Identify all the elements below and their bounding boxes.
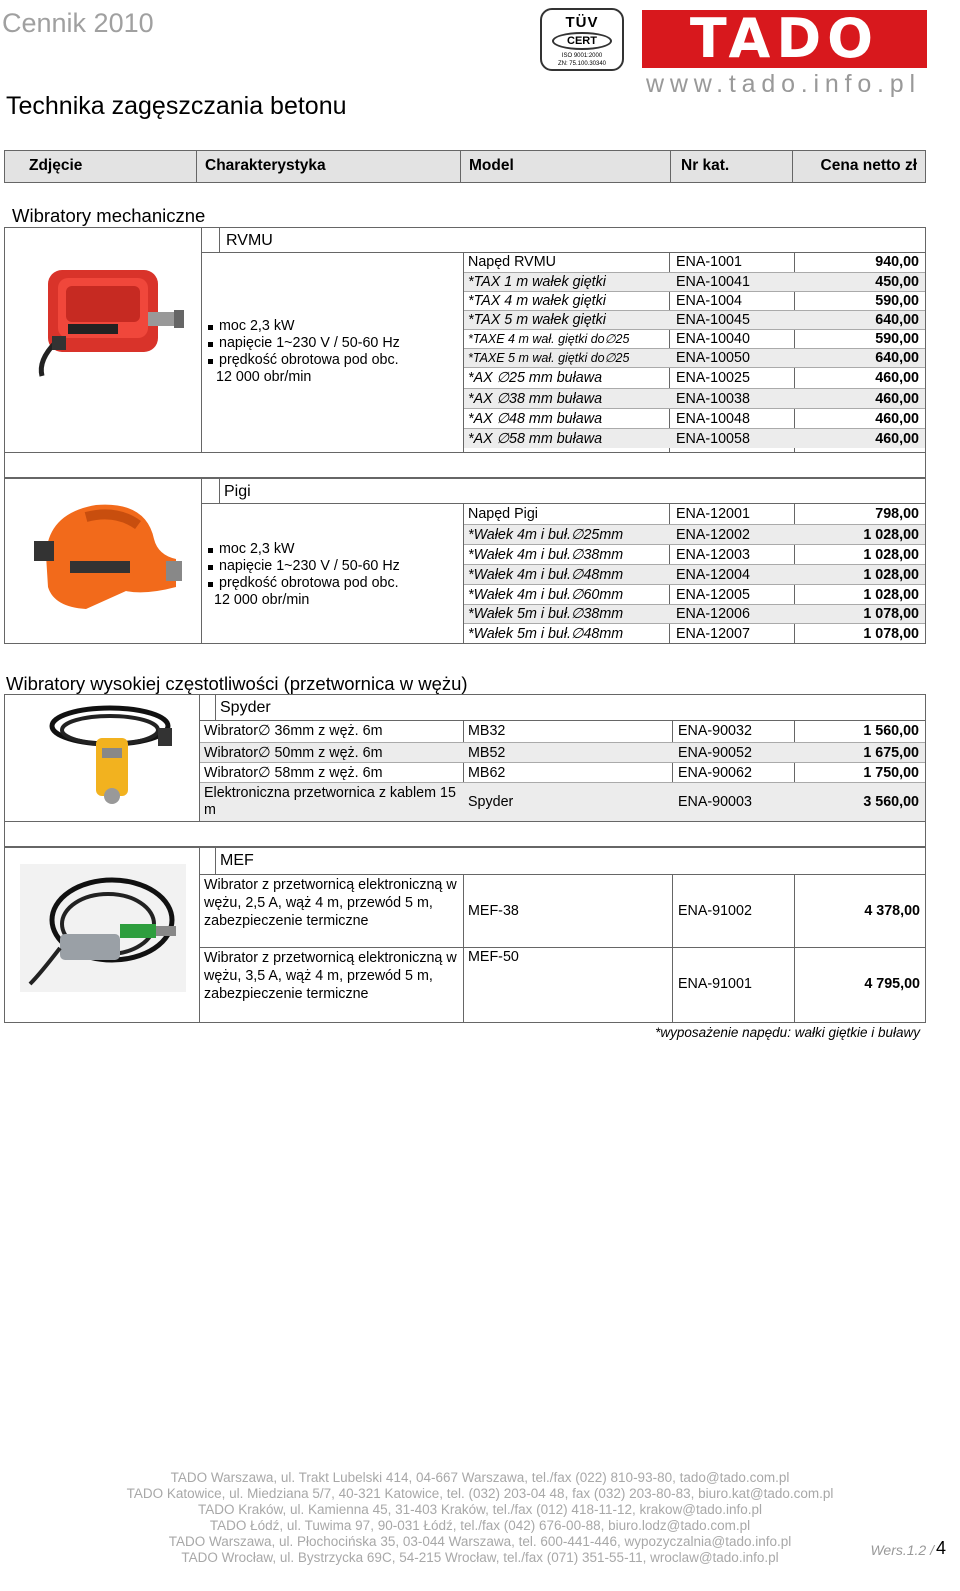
price-cell: 1 750,00 (863, 765, 919, 781)
model-cell: *Wałek 4m i buł.∅48mm (468, 567, 624, 583)
table-row (464, 408, 925, 428)
catalog-cell: ENA-90062 (678, 765, 752, 781)
table-row (464, 291, 925, 310)
model-cell: *Wałek 5m i buł.∅38mm (468, 606, 624, 622)
table-row (464, 329, 925, 348)
model-cell: *Wałek 4m i buł.∅60mm (468, 587, 624, 603)
catalog-cell: ENA-12006 (676, 606, 750, 622)
table-row (200, 782, 925, 821)
table-row (200, 742, 925, 762)
version-label: Wers.1.2 / (870, 1542, 934, 1558)
description-cell: Wibrator∅ 36mm z węż. 6m (204, 723, 383, 739)
model-cell: *Wałek 5m i buł.∅48mm (468, 626, 624, 642)
price-cell: 1 028,00 (863, 527, 919, 543)
catalog-cell: ENA-12004 (676, 567, 750, 583)
spacer-row (4, 452, 926, 478)
table-row (464, 253, 925, 272)
catalog-cell: ENA-12005 (676, 587, 750, 603)
tuv-iso: ISO 9001:2000 ZN: 75.100.30340 (557, 53, 607, 67)
price-cell: 1 078,00 (863, 606, 919, 622)
price-cell: 590,00 (875, 293, 919, 309)
catalog-cell: ENA-12002 (676, 527, 750, 543)
price-cell: 460,00 (875, 391, 919, 407)
model-cell: Napęd Pigi (468, 506, 538, 522)
table-row (464, 604, 925, 623)
table-row (464, 272, 925, 291)
description-cell: Wibrator∅ 50mm z węż. 6m (204, 745, 383, 761)
footer-line: TADO Warszawa, ul. Płochocińska 35, 03-044 Warszawa, tel. 600-441-446, wypozyczalnia@tado.info.pl (168, 1534, 792, 1549)
catalog-cell: ENA-10050 (676, 350, 750, 366)
model-cell: *TAXE 4 m wał. giętki do∅25 (468, 332, 630, 346)
table-row (200, 762, 925, 782)
catalog-cell: ENA-90032 (678, 723, 752, 739)
col-characteristics: Charakterystyka (197, 151, 461, 182)
price-cell: 1 028,00 (863, 567, 919, 583)
catalog-cell: ENA-10038 (676, 391, 750, 407)
footer-line: TADO Kraków, ul. Kamienna 45, 31-403 Kraków, tel./fax (012) 418-11-12, krakow@tado.info.pl (198, 1502, 762, 1517)
mef-50-price: 4 795,00 (864, 976, 920, 992)
price-cell: 1 675,00 (863, 745, 919, 761)
footer-line: TADO Wrocław, ul. Bystrzycka 69C, 54-215 Wrocław, tel./fax (071) 351-55-11, wroclaw@tado.info.pl (181, 1550, 779, 1565)
tado-logo (642, 7, 927, 70)
tuv-cert: CERT (552, 32, 612, 50)
price-list-year: Cennik 2010 (2, 8, 154, 38)
price-cell: 798,00 (875, 506, 919, 522)
page-title: Technika zagęszczania betonu (6, 92, 347, 120)
col-photo: Zdjęcie (5, 151, 197, 182)
footnote: *wyposażenie napędu: wałki giętkie i buławy (655, 1025, 920, 1040)
pigi-label: Pigi (224, 483, 251, 500)
model-cell: *TAX 5 m wałek giętki (468, 312, 606, 328)
catalog-cell: ENA-1001 (676, 254, 742, 270)
price-cell: 640,00 (875, 350, 919, 366)
model-cell: MB32 (468, 723, 506, 739)
mef-38-model: MEF-38 (468, 903, 519, 919)
mef-50-model: MEF-50 (468, 949, 519, 965)
tuv-name: TÜV (565, 14, 599, 31)
brand-name: TADO (689, 7, 880, 70)
pigi-feature-rpm: 12 000 obr/min (214, 592, 310, 608)
table-row (464, 310, 925, 329)
table-row (464, 524, 925, 544)
catalog-cell: ENA-10040 (676, 331, 750, 347)
model-cell: MB62 (468, 765, 506, 781)
price-cell: 940,00 (875, 254, 919, 270)
col-model: Model (461, 151, 671, 182)
table-row (464, 584, 925, 604)
catalog-cell: ENA-12001 (676, 506, 750, 522)
description-cell: Wibrator∅ 58mm z węż. 6m (204, 765, 383, 781)
price-cell: 3 560,00 (863, 794, 919, 810)
col-net-price: Cena netto zł (820, 157, 917, 174)
model-cell: MB52 (468, 745, 506, 761)
mef-38-price: 4 378,00 (864, 903, 920, 919)
price-cell: 1 078,00 (863, 626, 919, 642)
rvmu-feature-rpm: 12 000 obr/min (216, 369, 312, 385)
table-row (464, 388, 925, 408)
catalog-cell: ENA-10058 (676, 431, 750, 447)
table-row (464, 428, 925, 448)
model-cell: *AX ∅48 mm buława (468, 411, 603, 427)
model-cell: Spyder (468, 794, 514, 810)
model-cell: *Wałek 4m i buł.∅38mm (468, 547, 624, 563)
mef-50-desc: Wibrator z przetwornicą elektroniczną w wężu, 3,5 A, wąż 4 m, przewód 5 m, zabezpieczenie termiczne (204, 950, 457, 1002)
catalog-cell: ENA-10048 (676, 411, 750, 427)
mef-38-catalog: ENA-91002 (678, 903, 752, 919)
footer-addresses (0, 1470, 960, 1566)
pigi-features (206, 541, 456, 592)
feature-item: napięcie 1~230 V / 50-60 Hz (206, 335, 456, 352)
spyder-vibrator-photo (40, 698, 180, 810)
website-link[interactable]: www.tado.info.pl (646, 70, 921, 98)
col-catalog-no: Nr kat. (671, 151, 793, 182)
column-header-row (4, 150, 926, 183)
table-row (464, 564, 925, 584)
table-row (464, 367, 925, 388)
mef-50-catalog: ENA-91001 (678, 976, 752, 992)
description-cell: Elektroniczna przetwornica z kablem 15 m (204, 785, 456, 818)
table-row (464, 544, 925, 564)
price-cell: 590,00 (875, 331, 919, 347)
catalog-cell: ENA-10041 (676, 274, 750, 290)
feature-item: moc 2,3 kW (206, 541, 456, 558)
feature-item: moc 2,3 kW (206, 318, 456, 335)
pigi-vibrator-photo (26, 495, 186, 615)
page-number: 4 (935, 1538, 946, 1558)
model-cell: *AX ∅58 mm buława (468, 431, 603, 447)
footer-line: TADO Warszawa, ul. Trakt Lubelski 414, 04-667 Warszawa, tel./fax (022) 810-93-80, tado@tado.com.pl (170, 1470, 790, 1485)
mef-38-desc: Wibrator z przetwornicą elektroniczną w wężu, 2,5 A, wąż 4 m, przewód 5 m, zabezpieczenie termiczne (204, 877, 457, 929)
catalog-cell: ENA-90052 (678, 745, 752, 761)
mef-vibrator-photo (20, 864, 186, 992)
price-cell: 450,00 (875, 274, 919, 290)
model-cell: *AX ∅38 mm buława (468, 391, 603, 407)
model-cell: *AX ∅25 mm buława (468, 370, 603, 386)
feature-item: napięcie 1~230 V / 50-60 Hz (206, 558, 456, 575)
catalog-cell: ENA-12003 (676, 547, 750, 563)
footer-line: TADO Katowice, ul. Miedziana 5/7, 40-321 Katowice, tel. (032) 203-04 48, fax (032) 203-80-83, biuro.kat@tado.com.pl (126, 1486, 834, 1501)
table-row (464, 504, 925, 524)
table-row (464, 348, 925, 367)
price-cell: 460,00 (875, 370, 919, 386)
spyder-label: Spyder (220, 699, 271, 716)
catalog-cell: ENA-12007 (676, 626, 750, 642)
model-cell: *Wałek 4m i buł.∅25mm (468, 527, 624, 543)
price-cell: 640,00 (875, 312, 919, 328)
catalog-cell: ENA-10025 (676, 370, 750, 386)
mef-label: MEF (220, 852, 254, 869)
table-row (200, 721, 925, 742)
catalog-cell: ENA-1004 (676, 293, 742, 309)
price-cell: 1 028,00 (863, 587, 919, 603)
model-cell: *TAX 1 m wałek giętki (468, 274, 606, 290)
model-cell: *TAXE 5 m wał. giętki do∅25 (468, 351, 630, 365)
feature-item: prędkość obrotowa pod obc. (206, 352, 456, 369)
section-title-mechanical: Wibratory mechaniczne (12, 205, 206, 226)
spacer-row (4, 821, 926, 847)
price-cell: 460,00 (875, 411, 919, 427)
feature-item: prędkość obrotowa pod obc. (206, 575, 456, 592)
price-cell: 1 028,00 (863, 547, 919, 563)
price-cell: 1 560,00 (863, 723, 919, 739)
footer-line: TADO Łódź, ul. Tuwima 97, 90-031 Łódź, tel./fax (042) 676-00-88, biuro.lodz@tado.com.pl (209, 1518, 751, 1533)
model-cell: Napęd RVMU (468, 254, 556, 270)
catalog-cell: ENA-10045 (676, 312, 750, 328)
model-cell: *TAX 4 m wałek giętki (468, 293, 606, 309)
rvmu-label: RVMU (226, 232, 273, 249)
table-row (464, 623, 925, 643)
rvmu-vibrator-photo (28, 250, 190, 380)
catalog-cell: ENA-90003 (678, 794, 752, 810)
rvmu-features (206, 318, 456, 369)
section-title-high-frequency: Wibratory wysokiej częstotliwości (przetwornica w wężu) (6, 673, 468, 694)
price-cell: 460,00 (875, 431, 919, 447)
tuv-cert-logo (540, 8, 624, 71)
